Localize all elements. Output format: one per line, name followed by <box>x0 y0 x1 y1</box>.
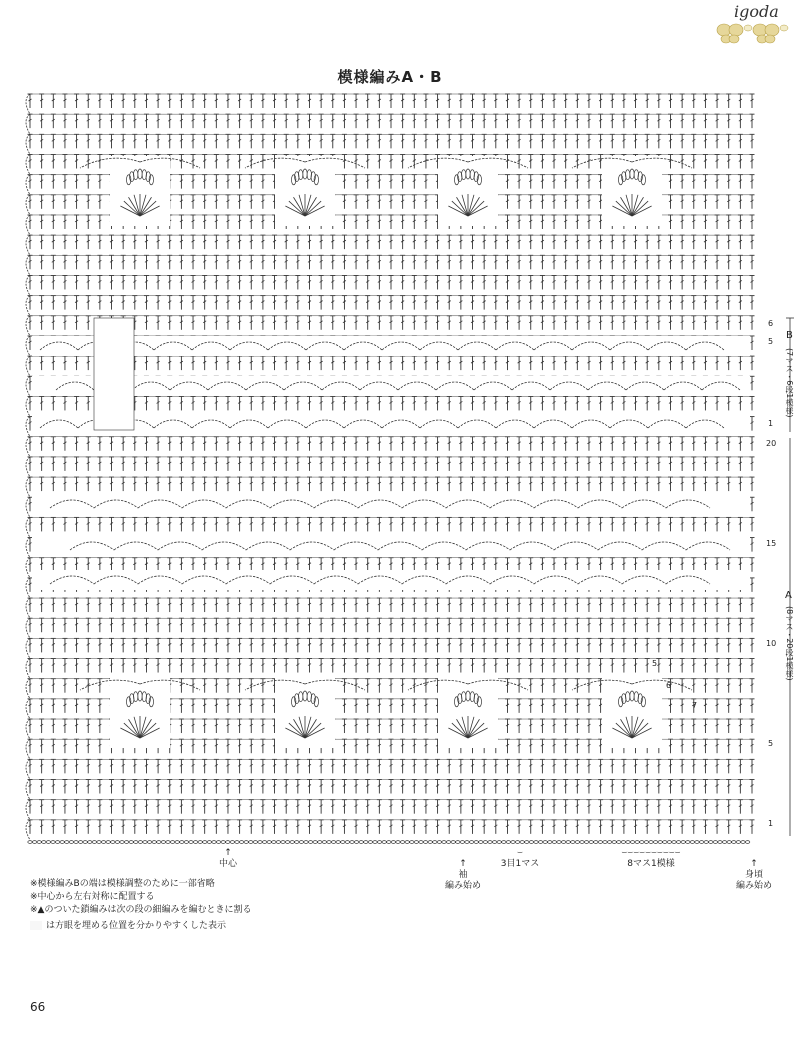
stitch-row <box>26 820 755 840</box>
stitch-row <box>26 134 755 154</box>
stitch-row <box>26 235 755 255</box>
row-label: 5 <box>768 337 774 346</box>
section-b-desc: (7マス・6段1模様) <box>785 348 794 418</box>
row-label: 15 <box>766 539 777 548</box>
chain-arc-row <box>32 536 750 556</box>
row-label: 1 <box>768 819 774 828</box>
chain-arc-row <box>32 376 750 396</box>
fan-motif <box>572 678 692 748</box>
row-label: 10 <box>766 639 777 648</box>
stitch-row <box>26 517 755 537</box>
chain-arc-row <box>32 570 750 590</box>
marker-center-label: 中心 <box>218 859 237 869</box>
row-label: 1 <box>768 419 774 428</box>
section-a-desc: (8マス・20段1模様) <box>785 606 794 681</box>
stitch-row <box>26 638 755 658</box>
chart-title: 模様編みA・B <box>337 68 443 86</box>
swatch-icon <box>30 921 42 930</box>
stitch-row <box>26 759 755 779</box>
note: ※模様編みBの端は模様調整のために一部省略 <box>30 879 215 889</box>
stitch-row <box>26 255 755 275</box>
fan-motif <box>572 156 692 226</box>
notes <box>30 878 251 933</box>
marker-body: ↑ 身頃 編み始め <box>730 848 778 903</box>
marker-sleeve: ↑ 袖 編み始め <box>440 848 486 903</box>
stitch-row <box>26 114 755 134</box>
note-text: は方眼を埋める位置を分かりやすくした表示 <box>46 921 227 931</box>
marker-chain-label: 3目1マス <box>500 859 540 869</box>
marker-sleeve-label: 袖 編み始め <box>444 870 481 891</box>
omitted-area <box>94 318 134 430</box>
fan-motif <box>80 156 200 226</box>
fan-motif <box>80 678 200 748</box>
stitch-row <box>26 356 755 376</box>
stitch-row <box>26 437 755 457</box>
inline-label: 7 <box>692 701 698 710</box>
row-label: 5 <box>768 739 774 748</box>
note: ※中心から左右対称に配置する <box>30 892 155 902</box>
inline-label: 5 <box>652 659 658 668</box>
stitch-row <box>26 800 755 820</box>
chain-arc-row <box>32 336 750 356</box>
section-a-letter: A <box>785 590 792 601</box>
stitch-row <box>26 94 755 114</box>
marker-repeat: ⌣⌣⌣⌣⌣⌣⌣⌣⌣⌣ 8マス1模様 <box>572 848 730 870</box>
stitch-row <box>26 316 755 336</box>
stitch-row <box>26 598 755 618</box>
stitch-row <box>26 780 755 800</box>
note <box>30 920 251 933</box>
marker-repeat-label: 8マス1模様 <box>627 859 675 869</box>
page-number: 66 <box>30 1000 46 1014</box>
marker-body-label: 身頃 編み始め <box>735 870 772 891</box>
marker-center: ↑ 中心 <box>208 848 248 870</box>
stitch-row <box>26 659 755 679</box>
inline-label: 6 <box>666 681 672 690</box>
stitch-row <box>26 275 755 295</box>
note: ※▲のついた鎖編みは次の段の細編みを編むときに割る <box>30 905 252 915</box>
section-b-letter: B <box>786 330 793 341</box>
chain-arc-row <box>32 414 750 434</box>
marker-chain: ⌣ 3目1マス <box>494 848 546 870</box>
chain-arc-row <box>32 494 750 514</box>
brand-name: igoda <box>734 2 779 21</box>
row-label: 6 <box>768 319 774 328</box>
row-label: 20 <box>766 439 777 448</box>
stitch-row <box>26 618 755 638</box>
stitch-row <box>26 457 755 477</box>
foundation-chain <box>28 841 750 844</box>
stitch-row <box>26 296 755 316</box>
stitch-row <box>26 396 755 416</box>
